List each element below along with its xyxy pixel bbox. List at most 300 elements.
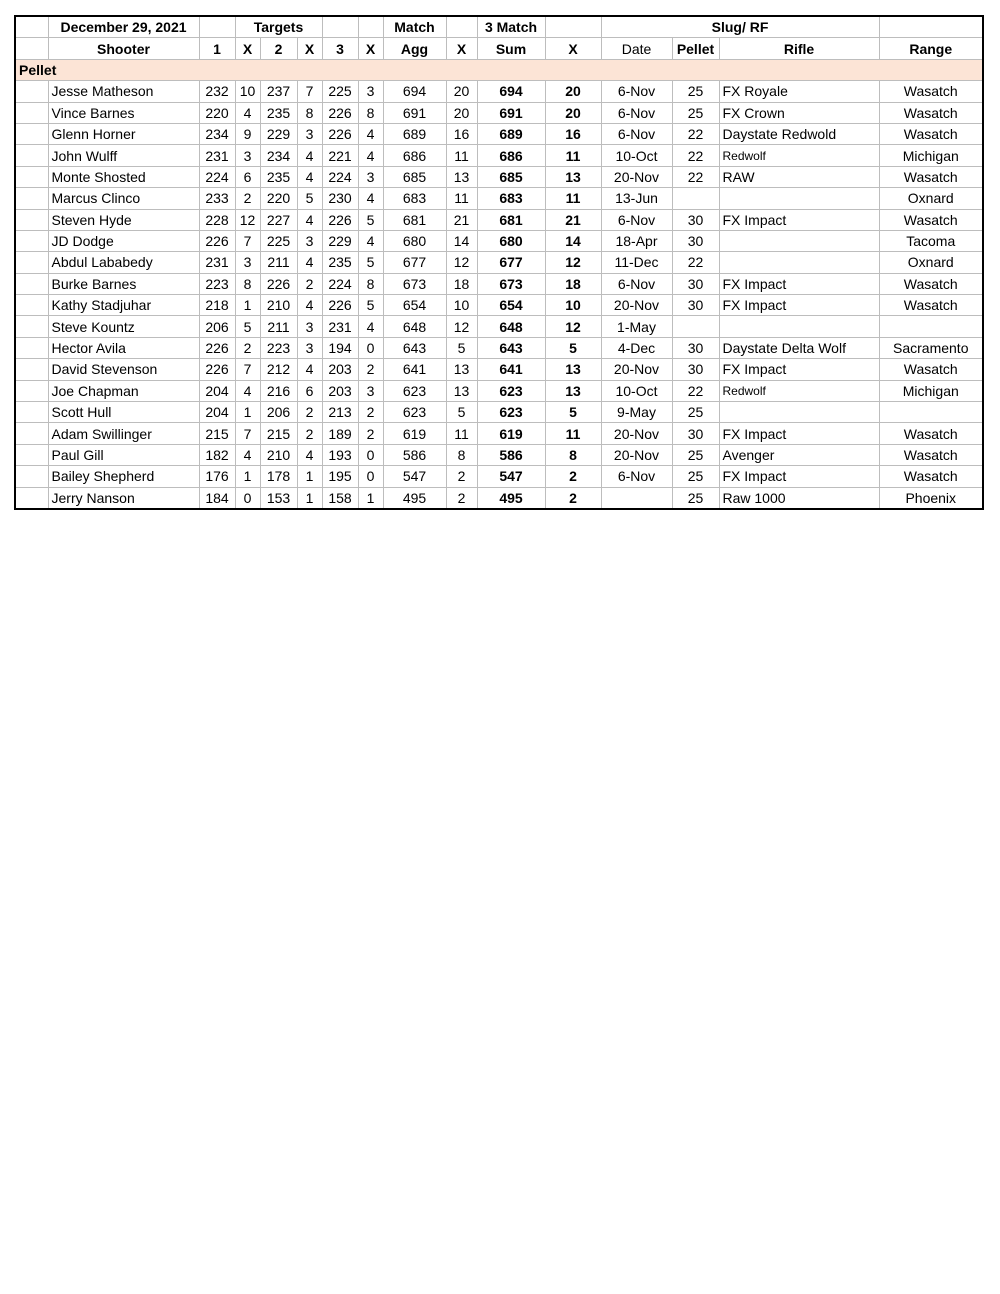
- date-cell: 1-May: [601, 316, 672, 337]
- target-2-score: 178: [260, 466, 297, 487]
- target-2-score: 211: [260, 316, 297, 337]
- pellet-cell: [672, 188, 719, 209]
- three-match-sum-x: 13: [545, 166, 601, 187]
- table-row: [15, 380, 983, 401]
- three-match-sum: 619: [477, 423, 545, 444]
- target-1-score: 206: [199, 316, 235, 337]
- three-match-sum: 683: [477, 188, 545, 209]
- shooter-name: Bailey Shepherd: [48, 466, 199, 487]
- col-header-pellet: Pellet: [672, 38, 719, 59]
- blank-cell: [15, 380, 48, 401]
- match-header: Match: [383, 16, 446, 38]
- target-3-x: 0: [358, 337, 383, 358]
- target-1-x: 5: [235, 316, 260, 337]
- rifle-cell: [719, 188, 879, 209]
- slug-rf-header: Slug/ RF: [601, 16, 879, 38]
- three-match-sum: 691: [477, 102, 545, 123]
- target-2-x: 3: [297, 337, 322, 358]
- shooter-name: Hector Avila: [48, 337, 199, 358]
- pellet-cell: 30: [672, 337, 719, 358]
- range-cell: Wasatch: [879, 359, 983, 380]
- shooter-name: Scott Hull: [48, 402, 199, 423]
- rifle-cell: FX Impact: [719, 466, 879, 487]
- three-match-sum: 680: [477, 230, 545, 251]
- match-agg: 689: [383, 123, 446, 144]
- target-3-score: 193: [322, 444, 358, 465]
- target-1-score: 184: [199, 487, 235, 509]
- section-row-pellet: [15, 59, 983, 80]
- match-agg: 623: [383, 402, 446, 423]
- three-match-sum: 648: [477, 316, 545, 337]
- blank-cell: [15, 444, 48, 465]
- target-3-x: 4: [358, 316, 383, 337]
- target-2-score: 223: [260, 337, 297, 358]
- col-header-sum-x: X: [545, 38, 601, 59]
- match-agg: 694: [383, 81, 446, 102]
- table-row: [15, 102, 983, 123]
- range-cell: Wasatch: [879, 295, 983, 316]
- target-1-x: 8: [235, 273, 260, 294]
- target-3-x: 8: [358, 102, 383, 123]
- three-match-sum-x: 18: [545, 273, 601, 294]
- date-cell: 9-May: [601, 402, 672, 423]
- target-2-x: 3: [297, 230, 322, 251]
- rifle-cell: FX Impact: [719, 273, 879, 294]
- pellet-cell: 30: [672, 273, 719, 294]
- target-1-score: 220: [199, 102, 235, 123]
- target-3-x: 4: [358, 230, 383, 251]
- target-2-x: 4: [297, 145, 322, 166]
- match-agg-x: 2: [446, 487, 477, 509]
- three-match-sum: 586: [477, 444, 545, 465]
- shooter-name: Adam Swillinger: [48, 423, 199, 444]
- blank-cell: [15, 102, 48, 123]
- target-3-score: 221: [322, 145, 358, 166]
- target-3-score: 226: [322, 123, 358, 144]
- target-3-x: 0: [358, 444, 383, 465]
- date-cell: 6-Nov: [601, 123, 672, 144]
- match-agg: 654: [383, 295, 446, 316]
- blank-cell: [15, 295, 48, 316]
- target-2-score: 237: [260, 81, 297, 102]
- col-header-sum: Sum: [477, 38, 545, 59]
- target-2-score: 211: [260, 252, 297, 273]
- shooter-name: Kathy Stadjuhar: [48, 295, 199, 316]
- shooter-name: Vince Barnes: [48, 102, 199, 123]
- rifle-cell: FX Crown: [719, 102, 879, 123]
- table-row: [15, 166, 983, 187]
- target-1-score: 223: [199, 273, 235, 294]
- target-1-x: 10: [235, 81, 260, 102]
- target-3-x: 4: [358, 123, 383, 144]
- target-2-x: 3: [297, 123, 322, 144]
- target-1-x: 6: [235, 166, 260, 187]
- target-3-x: 5: [358, 209, 383, 230]
- target-2-score: 206: [260, 402, 297, 423]
- target-3-x: 3: [358, 81, 383, 102]
- target-2-score: 210: [260, 444, 297, 465]
- blank-cell: [199, 16, 235, 38]
- target-3-x: 1: [358, 487, 383, 509]
- target-3-x: 8: [358, 273, 383, 294]
- target-3-score: 195: [322, 466, 358, 487]
- target-2-x: 4: [297, 166, 322, 187]
- target-2-score: 225: [260, 230, 297, 251]
- target-1-x: 1: [235, 466, 260, 487]
- blank-cell: [15, 316, 48, 337]
- blank-cell: [15, 209, 48, 230]
- table-row: [15, 402, 983, 423]
- blank-cell: [15, 188, 48, 209]
- target-3-score: 224: [322, 166, 358, 187]
- target-1-x: 4: [235, 102, 260, 123]
- match-agg: 547: [383, 466, 446, 487]
- match-agg: 648: [383, 316, 446, 337]
- target-2-score: 212: [260, 359, 297, 380]
- shooter-name: John Wulff: [48, 145, 199, 166]
- report-date: December 29, 2021: [48, 16, 199, 38]
- pellet-cell: 22: [672, 252, 719, 273]
- shooter-name: Abdul Lababedy: [48, 252, 199, 273]
- three-match-sum-x: 12: [545, 252, 601, 273]
- three-match-sum-x: 8: [545, 444, 601, 465]
- target-3-x: 2: [358, 423, 383, 444]
- target-2-score: 216: [260, 380, 297, 401]
- pellet-cell: 30: [672, 209, 719, 230]
- three-match-sum: 643: [477, 337, 545, 358]
- three-match-sum: 495: [477, 487, 545, 509]
- target-1-score: 182: [199, 444, 235, 465]
- match-agg-x: 11: [446, 188, 477, 209]
- range-cell: Michigan: [879, 145, 983, 166]
- date-cell: 20-Nov: [601, 359, 672, 380]
- target-3-x: 3: [358, 380, 383, 401]
- blank-cell: [15, 38, 48, 59]
- target-1-x: 4: [235, 444, 260, 465]
- three-match-sum-x: 5: [545, 337, 601, 358]
- blank-cell: [545, 16, 601, 38]
- target-1-score: 228: [199, 209, 235, 230]
- match-agg-x: 11: [446, 145, 477, 166]
- match-agg-x: 18: [446, 273, 477, 294]
- target-2-x: 1: [297, 487, 322, 509]
- range-cell: Phoenix: [879, 487, 983, 509]
- target-1-score: 226: [199, 230, 235, 251]
- match-agg-x: 16: [446, 123, 477, 144]
- three-match-sum-x: 11: [545, 188, 601, 209]
- date-cell: 13-Jun: [601, 188, 672, 209]
- blank-cell: [15, 337, 48, 358]
- target-3-x: 2: [358, 402, 383, 423]
- target-3-score: 226: [322, 102, 358, 123]
- target-3-score: 226: [322, 295, 358, 316]
- pellet-cell: 30: [672, 230, 719, 251]
- three-match-sum-x: 10: [545, 295, 601, 316]
- match-agg-x: 5: [446, 402, 477, 423]
- target-1-score: 176: [199, 466, 235, 487]
- target-3-score: 229: [322, 230, 358, 251]
- blank-cell: [15, 252, 48, 273]
- match-agg: 619: [383, 423, 446, 444]
- target-1-score: 234: [199, 123, 235, 144]
- match-agg: 643: [383, 337, 446, 358]
- table-row: [15, 209, 983, 230]
- match-agg: 673: [383, 273, 446, 294]
- target-1-score: 233: [199, 188, 235, 209]
- match-agg-x: 5: [446, 337, 477, 358]
- match-agg-x: 12: [446, 252, 477, 273]
- range-cell: [879, 316, 983, 337]
- rifle-cell: [719, 402, 879, 423]
- date-cell: 20-Nov: [601, 423, 672, 444]
- date-cell: 10-Oct: [601, 380, 672, 401]
- match-agg: 623: [383, 380, 446, 401]
- target-2-score: 153: [260, 487, 297, 509]
- range-cell: Wasatch: [879, 166, 983, 187]
- pellet-cell: 22: [672, 380, 719, 401]
- three-match-header: 3 Match: [477, 16, 545, 38]
- target-3-score: 226: [322, 209, 358, 230]
- target-2-score: 226: [260, 273, 297, 294]
- target-3-score: 194: [322, 337, 358, 358]
- range-cell: Wasatch: [879, 466, 983, 487]
- target-1-x: 3: [235, 145, 260, 166]
- date-cell: 20-Nov: [601, 295, 672, 316]
- three-match-sum-x: 21: [545, 209, 601, 230]
- target-3-x: 2: [358, 359, 383, 380]
- match-agg-x: 20: [446, 81, 477, 102]
- date-cell: 6-Nov: [601, 273, 672, 294]
- pellet-cell: [672, 316, 719, 337]
- table-row: [15, 487, 983, 509]
- blank-cell: [15, 230, 48, 251]
- match-agg-x: 8: [446, 444, 477, 465]
- target-2-x: 4: [297, 209, 322, 230]
- date-cell: 6-Nov: [601, 209, 672, 230]
- rifle-cell: Raw 1000: [719, 487, 879, 509]
- table-row: [15, 444, 983, 465]
- target-3-score: 213: [322, 402, 358, 423]
- target-1-score: 226: [199, 337, 235, 358]
- target-2-x: 4: [297, 295, 322, 316]
- three-match-sum: 547: [477, 466, 545, 487]
- match-agg-x: 20: [446, 102, 477, 123]
- target-1-x: 1: [235, 402, 260, 423]
- target-3-score: 225: [322, 81, 358, 102]
- blank-cell: [15, 273, 48, 294]
- date-cell: 6-Nov: [601, 81, 672, 102]
- match-agg-x: 13: [446, 166, 477, 187]
- table-row: [15, 337, 983, 358]
- shooter-name: Burke Barnes: [48, 273, 199, 294]
- pellet-cell: 22: [672, 166, 719, 187]
- target-1-x: 2: [235, 188, 260, 209]
- blank-cell: [15, 16, 48, 38]
- targets-header: Targets: [235, 16, 322, 38]
- range-cell: Oxnard: [879, 188, 983, 209]
- match-agg-x: 12: [446, 316, 477, 337]
- range-cell: Michigan: [879, 380, 983, 401]
- target-2-x: 6: [297, 380, 322, 401]
- match-agg: 685: [383, 166, 446, 187]
- target-1-x: 12: [235, 209, 260, 230]
- three-match-sum-x: 2: [545, 487, 601, 509]
- target-3-score: 189: [322, 423, 358, 444]
- rifle-cell: [719, 252, 879, 273]
- blank-cell: [15, 359, 48, 380]
- target-1-x: 7: [235, 230, 260, 251]
- target-2-score: 210: [260, 295, 297, 316]
- three-match-sum-x: 13: [545, 359, 601, 380]
- three-match-sum: 623: [477, 380, 545, 401]
- match-agg: 686: [383, 145, 446, 166]
- blank-cell: [15, 423, 48, 444]
- col-header-shooter: Shooter: [48, 38, 199, 59]
- blank-cell: [446, 16, 477, 38]
- col-header-agg-x: X: [446, 38, 477, 59]
- match-agg-x: 13: [446, 359, 477, 380]
- rifle-cell: FX Impact: [719, 359, 879, 380]
- three-match-sum: 673: [477, 273, 545, 294]
- target-2-x: 4: [297, 359, 322, 380]
- target-1-x: 1: [235, 295, 260, 316]
- target-2-x: 1: [297, 466, 322, 487]
- match-agg: 680: [383, 230, 446, 251]
- three-match-sum-x: 5: [545, 402, 601, 423]
- target-2-x: 7: [297, 81, 322, 102]
- table-row: [15, 273, 983, 294]
- rifle-cell: FX Royale: [719, 81, 879, 102]
- table-row: [15, 252, 983, 273]
- shooter-name: Glenn Horner: [48, 123, 199, 144]
- three-match-sum: 623: [477, 402, 545, 423]
- rifle-cell: FX Impact: [719, 209, 879, 230]
- three-match-sum: 654: [477, 295, 545, 316]
- col-header-x2: X: [297, 38, 322, 59]
- match-agg: 641: [383, 359, 446, 380]
- rifle-cell: [719, 316, 879, 337]
- target-2-score: 215: [260, 423, 297, 444]
- shooter-name: Joe Chapman: [48, 380, 199, 401]
- target-3-x: 5: [358, 295, 383, 316]
- range-cell: Wasatch: [879, 123, 983, 144]
- blank-cell: [879, 16, 983, 38]
- table-row: [15, 230, 983, 251]
- match-agg: 691: [383, 102, 446, 123]
- col-header-x3: X: [358, 38, 383, 59]
- target-1-x: 4: [235, 380, 260, 401]
- three-match-sum: 686: [477, 145, 545, 166]
- three-match-sum: 681: [477, 209, 545, 230]
- match-agg-x: 11: [446, 423, 477, 444]
- target-2-x: 3: [297, 316, 322, 337]
- match-agg-x: 2: [446, 466, 477, 487]
- target-1-score: 204: [199, 380, 235, 401]
- three-match-sum-x: 13: [545, 380, 601, 401]
- target-1-score: 231: [199, 145, 235, 166]
- table-row: [15, 316, 983, 337]
- target-3-score: 231: [322, 316, 358, 337]
- rifle-cell: FX Impact: [719, 295, 879, 316]
- three-match-sum: 689: [477, 123, 545, 144]
- blank-cell: [15, 487, 48, 509]
- match-agg-x: 10: [446, 295, 477, 316]
- target-3-score: 235: [322, 252, 358, 273]
- three-match-sum-x: 11: [545, 423, 601, 444]
- match-agg: 495: [383, 487, 446, 509]
- target-3-x: 0: [358, 466, 383, 487]
- range-cell: Wasatch: [879, 273, 983, 294]
- match-agg-x: 21: [446, 209, 477, 230]
- target-2-score: 235: [260, 166, 297, 187]
- target-1-x: 0: [235, 487, 260, 509]
- target-1-x: 7: [235, 359, 260, 380]
- blank-cell: [15, 466, 48, 487]
- shooter-name: JD Dodge: [48, 230, 199, 251]
- range-cell: Sacramento: [879, 337, 983, 358]
- header-row-2: [15, 38, 983, 59]
- shooter-name: Steve Kountz: [48, 316, 199, 337]
- blank-cell: [15, 81, 48, 102]
- shooter-name: David Stevenson: [48, 359, 199, 380]
- shooter-name: Monte Shosted: [48, 166, 199, 187]
- table-row: [15, 466, 983, 487]
- target-1-score: 231: [199, 252, 235, 273]
- target-2-score: 234: [260, 145, 297, 166]
- header-row-1: [15, 16, 983, 38]
- table-row: [15, 145, 983, 166]
- shooter-name: Marcus Clinco: [48, 188, 199, 209]
- match-agg: 677: [383, 252, 446, 273]
- col-header-target-1: 1: [199, 38, 235, 59]
- pellet-cell: 25: [672, 466, 719, 487]
- col-header-rifle: Rifle: [719, 38, 879, 59]
- table-row: [15, 359, 983, 380]
- rifle-cell: Daystate Redwold: [719, 123, 879, 144]
- pellet-cell: 30: [672, 295, 719, 316]
- blank-cell: [322, 16, 358, 38]
- target-1-x: 7: [235, 423, 260, 444]
- pellet-cell: 25: [672, 81, 719, 102]
- shooter-name: Jerry Nanson: [48, 487, 199, 509]
- shooter-name: Jesse Matheson: [48, 81, 199, 102]
- range-cell: Wasatch: [879, 102, 983, 123]
- shooter-name: Steven Hyde: [48, 209, 199, 230]
- pellet-cell: 30: [672, 423, 719, 444]
- rifle-cell: Avenger: [719, 444, 879, 465]
- date-cell: 10-Oct: [601, 145, 672, 166]
- rifle-cell: FX Impact: [719, 423, 879, 444]
- match-agg: 681: [383, 209, 446, 230]
- col-header-target-3: 3: [322, 38, 358, 59]
- three-match-sum-x: 16: [545, 123, 601, 144]
- target-3-score: 203: [322, 380, 358, 401]
- target-3-score: 158: [322, 487, 358, 509]
- rifle-cell: Redwolf: [719, 145, 879, 166]
- target-3-x: 3: [358, 166, 383, 187]
- rifle-cell: [719, 230, 879, 251]
- target-1-score: 215: [199, 423, 235, 444]
- match-agg-x: 14: [446, 230, 477, 251]
- target-1-score: 218: [199, 295, 235, 316]
- range-cell: Oxnard: [879, 252, 983, 273]
- three-match-sum-x: 14: [545, 230, 601, 251]
- target-2-x: 8: [297, 102, 322, 123]
- col-header-agg: Agg: [383, 38, 446, 59]
- target-3-x: 5: [358, 252, 383, 273]
- date-cell: 4-Dec: [601, 337, 672, 358]
- target-2-x: 2: [297, 423, 322, 444]
